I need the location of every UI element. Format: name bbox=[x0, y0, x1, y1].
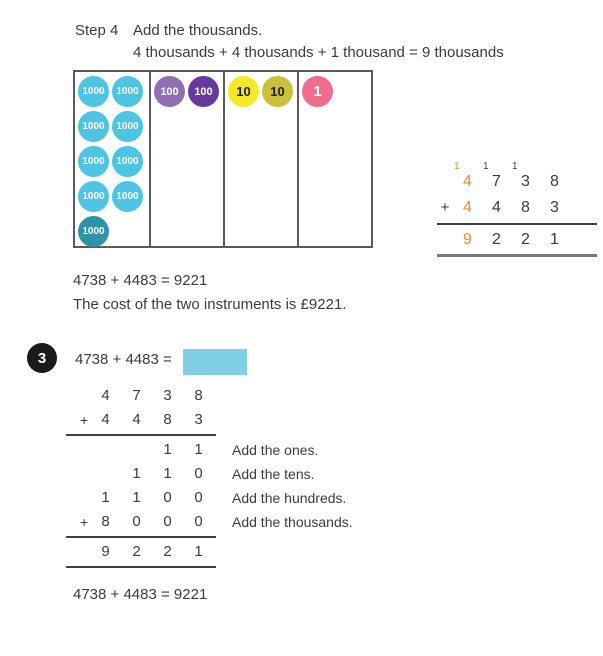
digit: 8 bbox=[194, 387, 203, 404]
digit: 1 bbox=[163, 465, 172, 482]
digit: 4 bbox=[132, 411, 141, 428]
partial-sum-thousands-row bbox=[66, 510, 353, 534]
addition-rule bbox=[66, 434, 216, 436]
plus-operator: + bbox=[80, 514, 89, 530]
digit-thousands bbox=[453, 161, 482, 192]
step-caption: Add the tens. bbox=[232, 466, 315, 482]
carry-digit: 1 bbox=[454, 161, 460, 172]
counter-1000: 1000 bbox=[78, 181, 109, 212]
digit-tens: 8 bbox=[521, 199, 530, 216]
digit: 3 bbox=[521, 173, 530, 190]
footer-equation: 4738 + 4483 = 9221 bbox=[73, 586, 208, 603]
step-label: Step 4 bbox=[75, 22, 119, 39]
vertical-addition-sum-row bbox=[437, 230, 597, 250]
digit-hundreds: 2 bbox=[492, 231, 501, 248]
question-number: 3 bbox=[37, 349, 47, 367]
digit-ones: 3 bbox=[550, 199, 559, 216]
counter-1000: 1000 bbox=[112, 146, 143, 177]
plus-operator: + bbox=[80, 412, 89, 428]
digit: 7 bbox=[132, 387, 141, 404]
digit bbox=[90, 438, 121, 462]
step-caption: Add the ones. bbox=[232, 442, 319, 458]
question-number-badge bbox=[27, 343, 57, 373]
expanded-addition bbox=[66, 384, 353, 570]
partial-sum-hundreds-row bbox=[66, 486, 353, 510]
counter-1000: 1000 bbox=[112, 76, 143, 107]
partial-sum-tens-row bbox=[66, 462, 353, 486]
digit: 8 bbox=[101, 513, 110, 530]
digit-ones bbox=[540, 172, 569, 192]
addition-rule bbox=[66, 536, 216, 538]
digit-ones: 1 bbox=[550, 231, 559, 248]
digit bbox=[121, 438, 152, 462]
step-instruction: Add the thousands. bbox=[133, 22, 263, 39]
tens-column bbox=[223, 72, 297, 246]
step-caption: Add the thousands. bbox=[232, 514, 353, 530]
digit: 4 bbox=[101, 387, 110, 404]
digit bbox=[90, 462, 121, 486]
expanded-addend2-row bbox=[66, 408, 353, 432]
hundreds-column bbox=[149, 72, 223, 246]
counter-1000-regrouped: 1000 bbox=[78, 216, 109, 247]
digit: 0 bbox=[132, 513, 141, 530]
digit: 1 bbox=[194, 441, 203, 458]
thousands-column bbox=[75, 72, 149, 246]
partial-sum-ones-row bbox=[66, 438, 353, 462]
step-caption: Add the hundreds. bbox=[232, 490, 347, 506]
counter-1000: 1000 bbox=[112, 111, 143, 142]
digit: 0 bbox=[163, 513, 172, 530]
digit-hundreds bbox=[482, 161, 511, 192]
digit: 4 bbox=[463, 173, 472, 190]
digit: 9 bbox=[101, 543, 110, 560]
expanded-addend1-row bbox=[66, 384, 353, 408]
counter-1000: 1000 bbox=[78, 111, 109, 142]
counter-10: 10 bbox=[228, 76, 259, 107]
addition-rule bbox=[437, 223, 597, 225]
carry-digit: 1 bbox=[512, 161, 518, 172]
counter-1000: 1000 bbox=[112, 181, 143, 212]
step-equation-words: 4 thousands + 4 thousands + 1 thousand = 9 thousands bbox=[133, 44, 504, 61]
question-prompt: 4738 + 4483 = bbox=[75, 351, 172, 368]
digit-tens bbox=[511, 161, 540, 192]
addition-bottom-rule bbox=[437, 254, 597, 257]
digit: 4 bbox=[101, 411, 110, 428]
digit: 2 bbox=[163, 543, 172, 560]
vertical-addition bbox=[437, 160, 597, 257]
digit: 1 bbox=[101, 489, 110, 506]
counter-1000: 1000 bbox=[78, 146, 109, 177]
digit: 8 bbox=[163, 411, 172, 428]
digit: 0 bbox=[194, 513, 203, 530]
expanded-sum-row bbox=[66, 540, 353, 564]
cost-sentence: The cost of the two instruments is £9221. bbox=[73, 296, 347, 313]
digit: 2 bbox=[132, 543, 141, 560]
counter-100: 100 bbox=[154, 76, 185, 107]
carry-digit: 1 bbox=[483, 161, 489, 172]
digit-hundreds: 4 bbox=[492, 199, 501, 216]
digit: 1 bbox=[163, 441, 172, 458]
plus-operator: + bbox=[440, 199, 450, 216]
digit-thousands: 9 bbox=[463, 231, 472, 248]
digit: 1 bbox=[194, 543, 203, 560]
digit-tens: 2 bbox=[521, 231, 530, 248]
vertical-addition-addend1-row bbox=[437, 161, 597, 192]
answer-box[interactable] bbox=[183, 349, 247, 375]
digit: 0 bbox=[194, 489, 203, 506]
digit: 1 bbox=[132, 489, 141, 506]
digit: 3 bbox=[194, 411, 203, 428]
digit: 7 bbox=[492, 173, 501, 190]
digit: 3 bbox=[163, 387, 172, 404]
counter-100: 100 bbox=[188, 76, 219, 107]
place-value-chart bbox=[73, 70, 373, 248]
digit-thousands: 4 bbox=[463, 199, 472, 216]
digit: 1 bbox=[132, 465, 141, 482]
addition-bottom-rule bbox=[66, 566, 216, 568]
counter-1000: 1000 bbox=[78, 76, 109, 107]
digit: 0 bbox=[163, 489, 172, 506]
digit: 0 bbox=[194, 465, 203, 482]
summary-equation: 4738 + 4483 = 9221 bbox=[73, 272, 208, 289]
counter-10: 10 bbox=[262, 76, 293, 107]
counter-1: 1 bbox=[302, 76, 333, 107]
digit: 8 bbox=[550, 173, 559, 190]
vertical-addition-addend2-row bbox=[437, 198, 597, 218]
ones-column bbox=[297, 72, 371, 246]
